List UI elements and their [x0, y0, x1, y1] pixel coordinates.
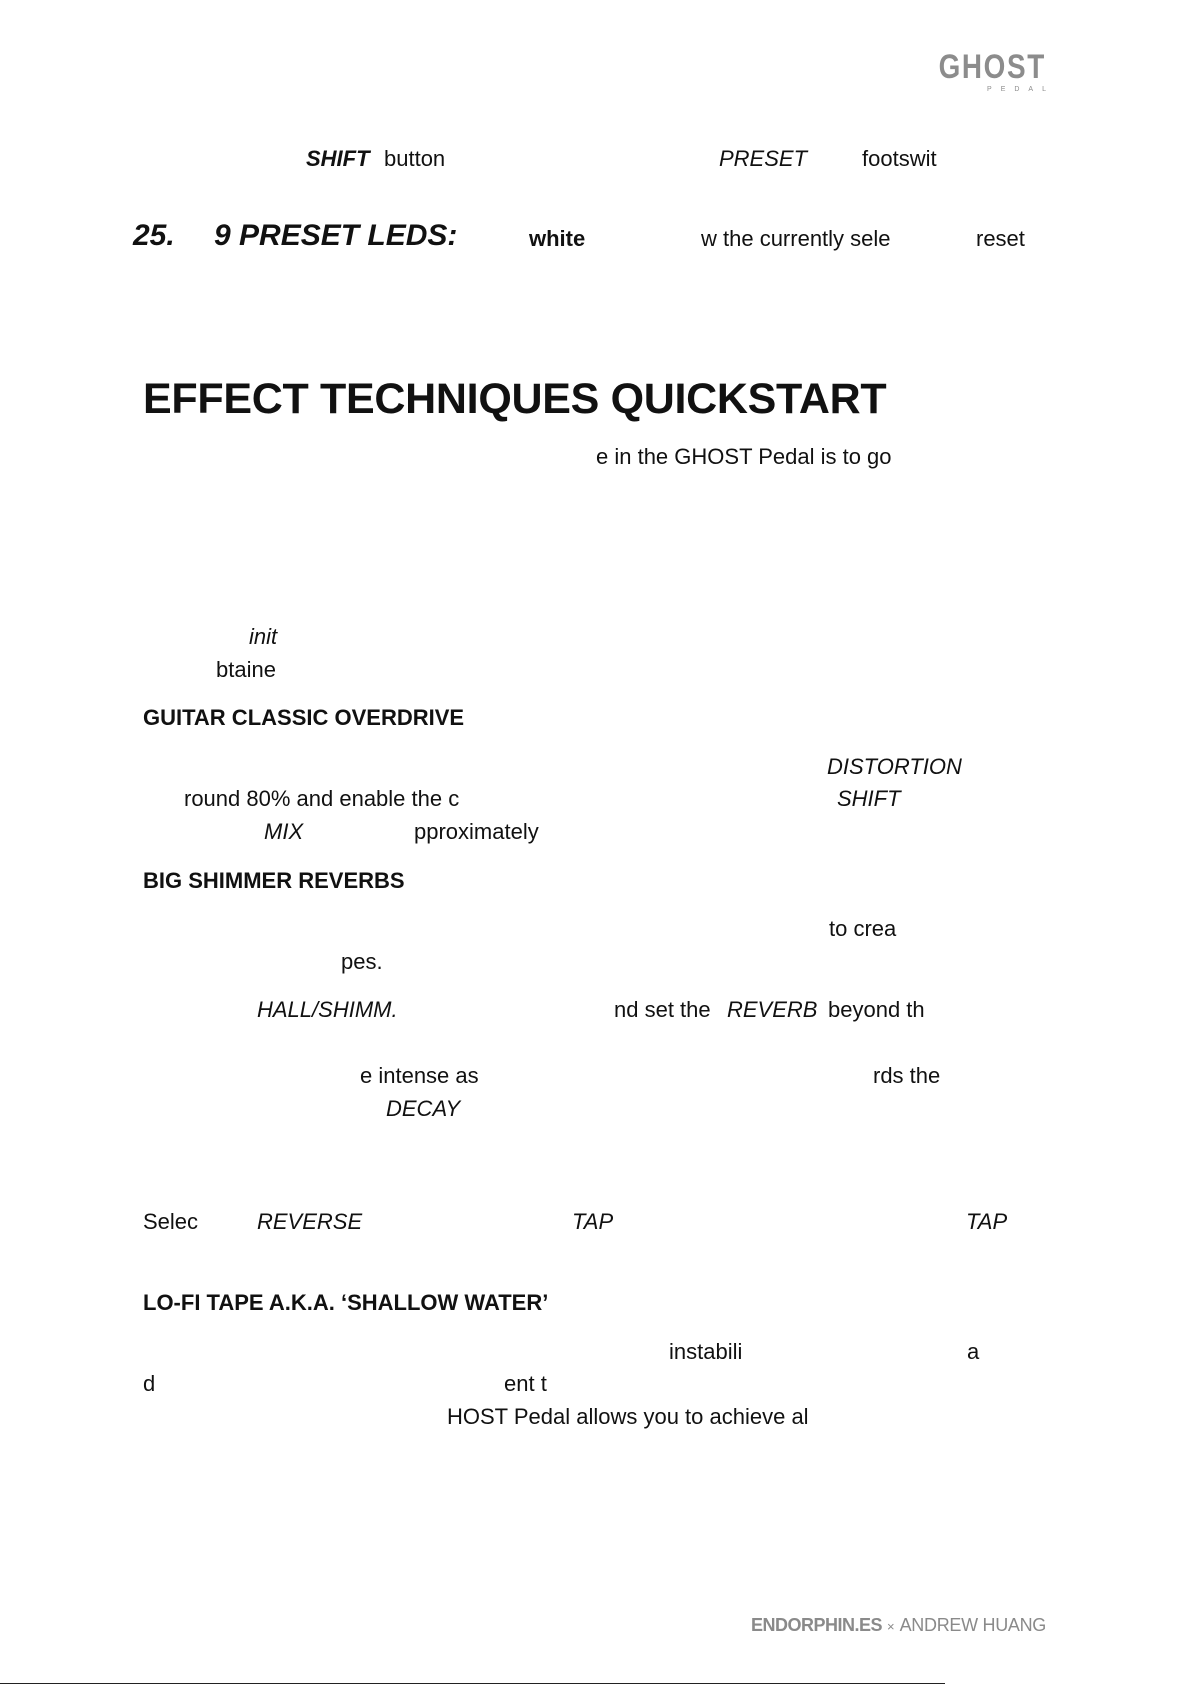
bottom-divider [0, 1683, 945, 1684]
footer-brand: ENDORPHIN.ES [750, 1615, 882, 1635]
white-label: white [529, 226, 586, 251]
intro-fragment: e in the GHOST Pedal is to go [596, 444, 892, 469]
text-fragment: a [967, 1339, 980, 1364]
text-fragment: ent t [504, 1371, 547, 1396]
text-fragment: btaine [216, 657, 276, 682]
footer-artist: ANDREW HUANG [899, 1615, 1046, 1635]
shift-label: SHIFT [837, 786, 901, 811]
item-text-fragment: reset [976, 226, 1025, 251]
shift-label: SHIFT [306, 146, 370, 171]
reverb-label: REVERB [727, 997, 818, 1022]
logo-subtitle: PEDAL [987, 86, 1055, 93]
text-fragment: Selec [143, 1209, 199, 1234]
shimmer-heading: BIG SHIMMER REVERBS [143, 868, 405, 893]
text-fragment: to crea [829, 916, 897, 941]
text-fragment: rds the [873, 1063, 941, 1088]
hall-shimmer-label: HALL/SHIMM. [257, 997, 398, 1022]
overdrive-heading: GUITAR CLASSIC OVERDRIVE [143, 705, 465, 730]
text-fragment: d [143, 1371, 156, 1396]
decay-label: DECAY [386, 1096, 461, 1121]
text-fragment: beyond th [828, 997, 925, 1022]
footswitch-text: footswit [862, 146, 937, 171]
text-fragment: instabili [669, 1339, 743, 1364]
text-fragment: nd set the [614, 997, 711, 1022]
init-label: init [249, 624, 278, 649]
text-fragment: HOST Pedal allows you to achieve al [447, 1404, 809, 1429]
preset-label: PRESET [719, 146, 808, 171]
text-fragment: e intense as [360, 1063, 479, 1088]
ghost-pedal-logo [915, 48, 1055, 94]
tap-label: TAP [572, 1209, 614, 1234]
text-fragment: round 80% and enable the c [184, 786, 460, 811]
button-text: button [384, 146, 446, 171]
text-fragment: pes. [341, 949, 383, 974]
footer-credits [751, 1614, 1046, 1638]
logo-wordmark: GHOST [938, 48, 1046, 86]
lofi-heading: LO-FI TAPE A.K.A. ‘SHALLOW WATER’ [143, 1290, 549, 1315]
section-title: EFFECT TECHNIQUES QUICKSTART [143, 375, 887, 423]
mix-label: MIX [264, 819, 304, 844]
footer-times: × [886, 1619, 895, 1634]
text-fragment: pproximately [414, 819, 539, 844]
tap-label: TAP [966, 1209, 1008, 1234]
item-number: 25. [133, 219, 175, 252]
distortion-label: DISTORTION [827, 754, 962, 779]
item-text-fragment: w the currently sele [701, 226, 891, 251]
item-title: 9 PRESET LEDS: [214, 219, 458, 252]
reverse-label: REVERSE [257, 1209, 363, 1234]
